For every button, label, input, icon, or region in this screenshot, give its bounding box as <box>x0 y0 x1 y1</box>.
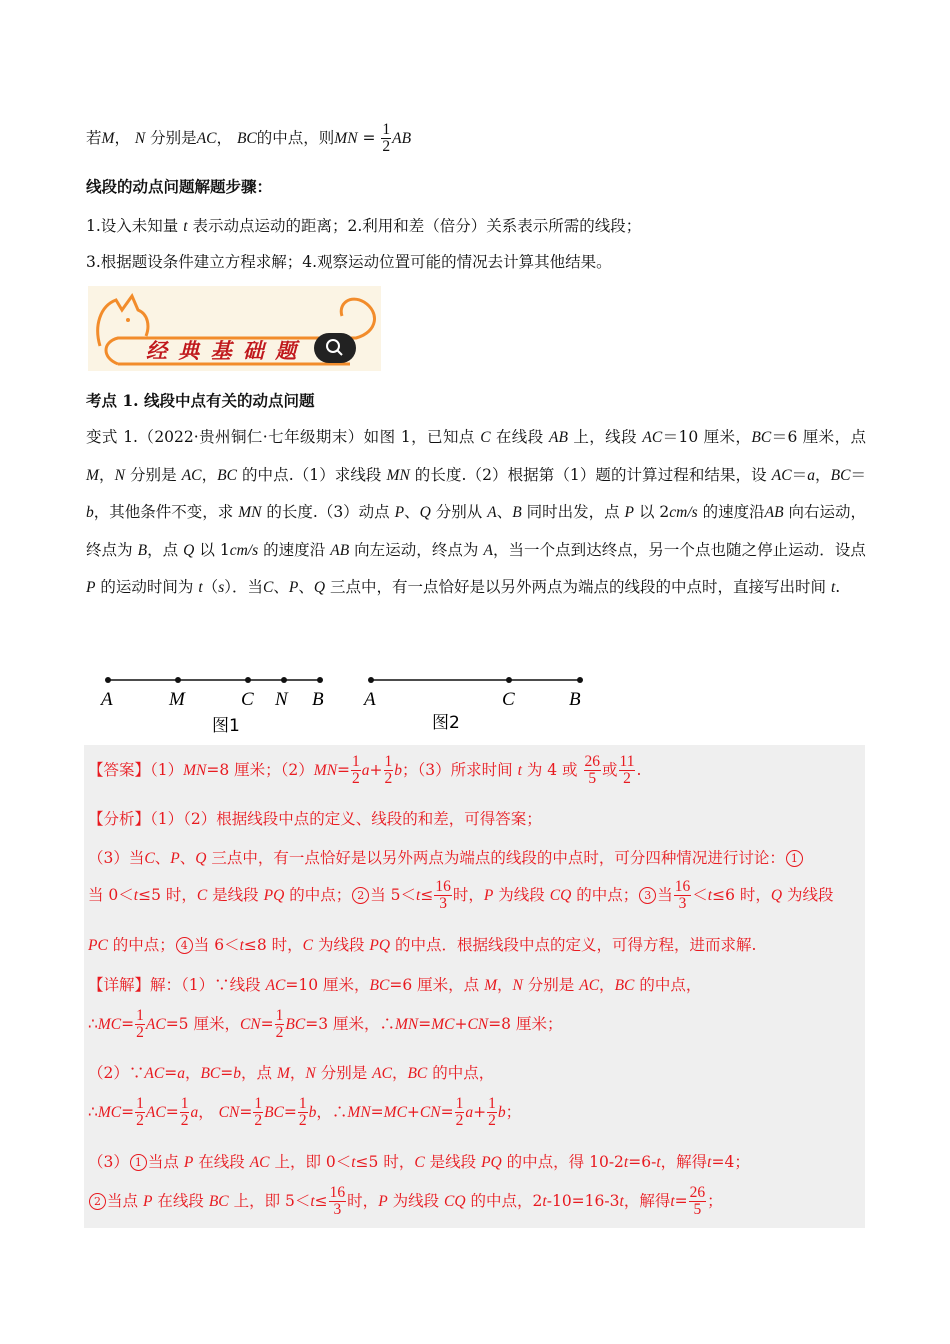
section-banner <box>88 286 381 371</box>
fig2-label-a: A <box>364 689 376 710</box>
fraction-half: $\frac{1}{2}$ <box>382 121 391 156</box>
answer-line: 【答案】（1）MN=8 厘米；（2）MN= $\frac{1}{2}$ a+ $\frac{1}{2}$ b；（3）所求时间 t 为 4 或 $\frac{26}{5}$ 或 $\frac{11}{2}$ . <box>88 753 642 788</box>
fig1-label-m: M <box>169 689 185 710</box>
fig1-point-b <box>317 677 323 683</box>
fig2-label-c: C <box>502 689 515 710</box>
detail-line-2: ∴MC= $\frac{1}{2}$ AC=5 厘米，CN= $\frac{1}{2}$ BC=3 厘米，∴MN=MC+CN=8 厘米； <box>88 1007 563 1042</box>
analysis-line-1: 【分析】（1）（2）根据线段中点的定义、线段的和差，可得答案； <box>88 810 542 828</box>
search-icon[interactable] <box>314 333 356 363</box>
detail-line-3: （2）∵AC=a，BC=b，点 M，N 分别是 AC，BC 的中点， <box>88 1064 495 1082</box>
figure-1 <box>98 668 338 738</box>
detail-line-6: 2 当点 P 在线段 BC 上，即 5＜t≤ $\frac{16}{3}$ 时，P 为线段 CQ 的中点，2t-10=16-3t，解得t= $\frac{26}{5}$ ； <box>88 1185 723 1219</box>
steps-line-2: 3.根据题设条件建立方程求解；4.观察运动位置可能的情况去计算其他结果。 <box>86 253 612 271</box>
fig2-point-b <box>577 677 583 683</box>
fig1-point-c <box>245 677 251 683</box>
detail-line-1: 【详解】解：（1）∵线段 AC=10 厘米，BC=6 厘米，点 M，N 分别是 AC，BC 的中点， <box>88 976 702 994</box>
fig1-label-a: A <box>101 689 113 710</box>
fig1-caption: 图1 <box>212 716 240 736</box>
kaodian-title: 考点 1. 线段中点有关的动点问题 <box>86 391 315 410</box>
analysis-line-2: （3）当C、P、Q 三点中，有一点恰好是以另外两点为端点的线段的中点时，可分四种情况进行讨论： 1 <box>88 846 804 868</box>
fig1-label-n: N <box>275 689 288 710</box>
fig1-point-n <box>281 677 287 683</box>
problem-text: 变式 1.（2022·贵州铜仁·七年级期末）如图 1，已知点 C 在线段 AB 上，线段 AC＝10 厘米，BC＝6 厘米，点 M，N 分别是 AC，BC 的中点.（1）求线段 MN 的长度.（2）根据第（1）题的计算过程和结果，设 AC＝a，BC＝b，其他条件不变，求 MN 的长度.（3）动点 P、Q 分别从 A、B 同时出发，点 P 以 2cm/s 的速度沿AB 向右运动，终点为 B，点 Q 以 1cm/s 的速度沿 AB 向左运动，终点为 A，当一个点到达终点，另一个点也随之停止运动．设点 P 的运动时间为 t（s）．当C、P、Q 三点中，有一点恰好是以另外两点为端点的线段的中点时，直接写出时间 t. <box>86 428 867 596</box>
fig2-caption: 图2 <box>432 713 460 733</box>
detail-line-4: ∴MC= $\frac{1}{2}$ AC= $\frac{1}{2}$ a， CN= $\frac{1}{2}$ BC= $\frac{1}{2}$ b，∴MN=MC+CN= $\frac{1}{2}$ a+ $\frac{1}{2}$ b； <box>88 1095 522 1130</box>
figure-2 <box>362 668 602 738</box>
fig2-label-b: B <box>569 689 581 710</box>
analysis-line-4: PC 的中点； 4 当 6＜t≤8 时，C 为线段 PQ 的中点．根据线段中点的定义，可得方程，进而求解. <box>88 936 757 954</box>
steps-line-1: 1.设入未知量 t 表示动点运动的距离；2.利用和差（倍分）关系表示所需的线段； <box>86 217 642 235</box>
fig1-point-m <box>175 677 181 683</box>
midpoint-rule: 若M， N 分别是AC， BC的中点，则MN = $\frac{1}{2}$ AB <box>86 121 412 156</box>
fig2-point-c <box>506 677 512 683</box>
fig2-point-a <box>368 677 374 683</box>
banner-title: 经 典 基 础 题 <box>146 338 299 363</box>
steps-title: 线段的动点问题解题步骤： <box>86 177 273 196</box>
fig1-label-c: C <box>241 689 254 710</box>
fig1-label-b: B <box>312 689 324 710</box>
detail-line-5: （3） 1 当点 P 在线段 AC 上，即 0＜t≤5 时，C 是线段 PQ 的中点，得 10-2t=6-t，解得t=4； <box>88 1153 750 1171</box>
analysis-line-3: 当 0＜t≤5 时，C 是线段 PQ 的中点； 2 当 5＜t≤ $\frac{16}{3}$ 时，P 为线段 CQ 的中点； 3 当 $\frac{16}{3}$ ＜t≤6 时，Q 为线段 <box>88 878 834 913</box>
fig1-point-a <box>105 677 111 683</box>
